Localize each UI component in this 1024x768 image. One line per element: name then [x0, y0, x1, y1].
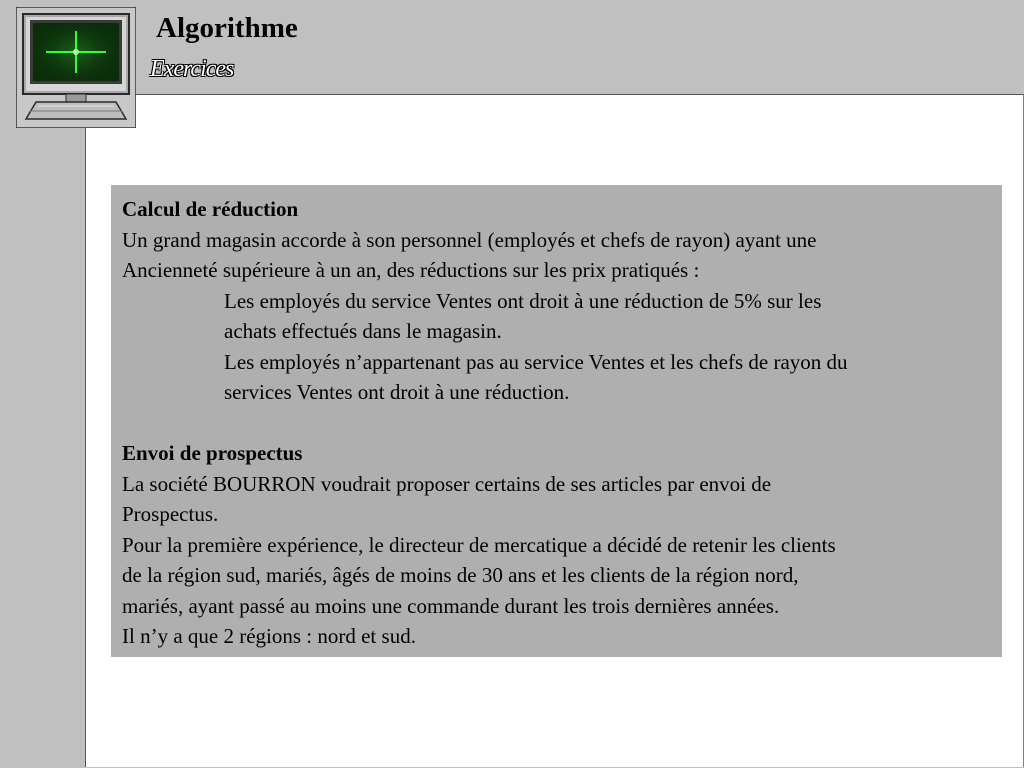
- exercise-text-line: Prospectus.: [122, 502, 219, 526]
- exercise-indented-line: Les employés n’appartenant pas au service Ventes et les chefs de rayon du: [224, 349, 848, 374]
- exercise-text-line: Ancienneté supérieure à un an, des réductions sur les prix pratiqués :: [122, 258, 700, 282]
- exercise-indented-line: Les employés du service Ventes ont droit à une réduction de 5% sur les: [224, 288, 822, 313]
- computer-monitor-icon: [16, 7, 136, 128]
- exercise-box: [111, 185, 1002, 657]
- exercise-indented-line: services Ventes ont droit à une réduction.: [224, 380, 570, 404]
- exercise-heading: Envoi de prospectus: [122, 441, 303, 465]
- page-title: Algorithme: [156, 12, 298, 44]
- exercise-text-line: Un grand magasin accorde à son personnel (employés et chefs de rayon) ayant une: [122, 227, 817, 252]
- exercise-text-line: La société BOURRON voudrait proposer certains de ses articles par envoi de: [122, 471, 772, 496]
- exercise-text-line: Pour la première expérience, le directeur de mercatique a décidé de retenir les clients: [122, 532, 836, 557]
- exercise-text-line: mariés, ayant passé au moins une commande durant les trois dernières années.: [122, 593, 780, 618]
- exercise-indented-line: achats effectués dans le magasin.: [224, 319, 502, 343]
- exercise-text-line: de la région sud, mariés, âgés de moins de 30 ans et les clients de la région nord,: [122, 563, 799, 587]
- page-subtitle: Exercices: [150, 56, 234, 82]
- blank-line: [122, 408, 992, 439]
- exercise-heading: Calcul de réduction: [122, 197, 299, 221]
- exercise-text-line: Il n’y a que 2 régions : nord et sud.: [122, 624, 416, 648]
